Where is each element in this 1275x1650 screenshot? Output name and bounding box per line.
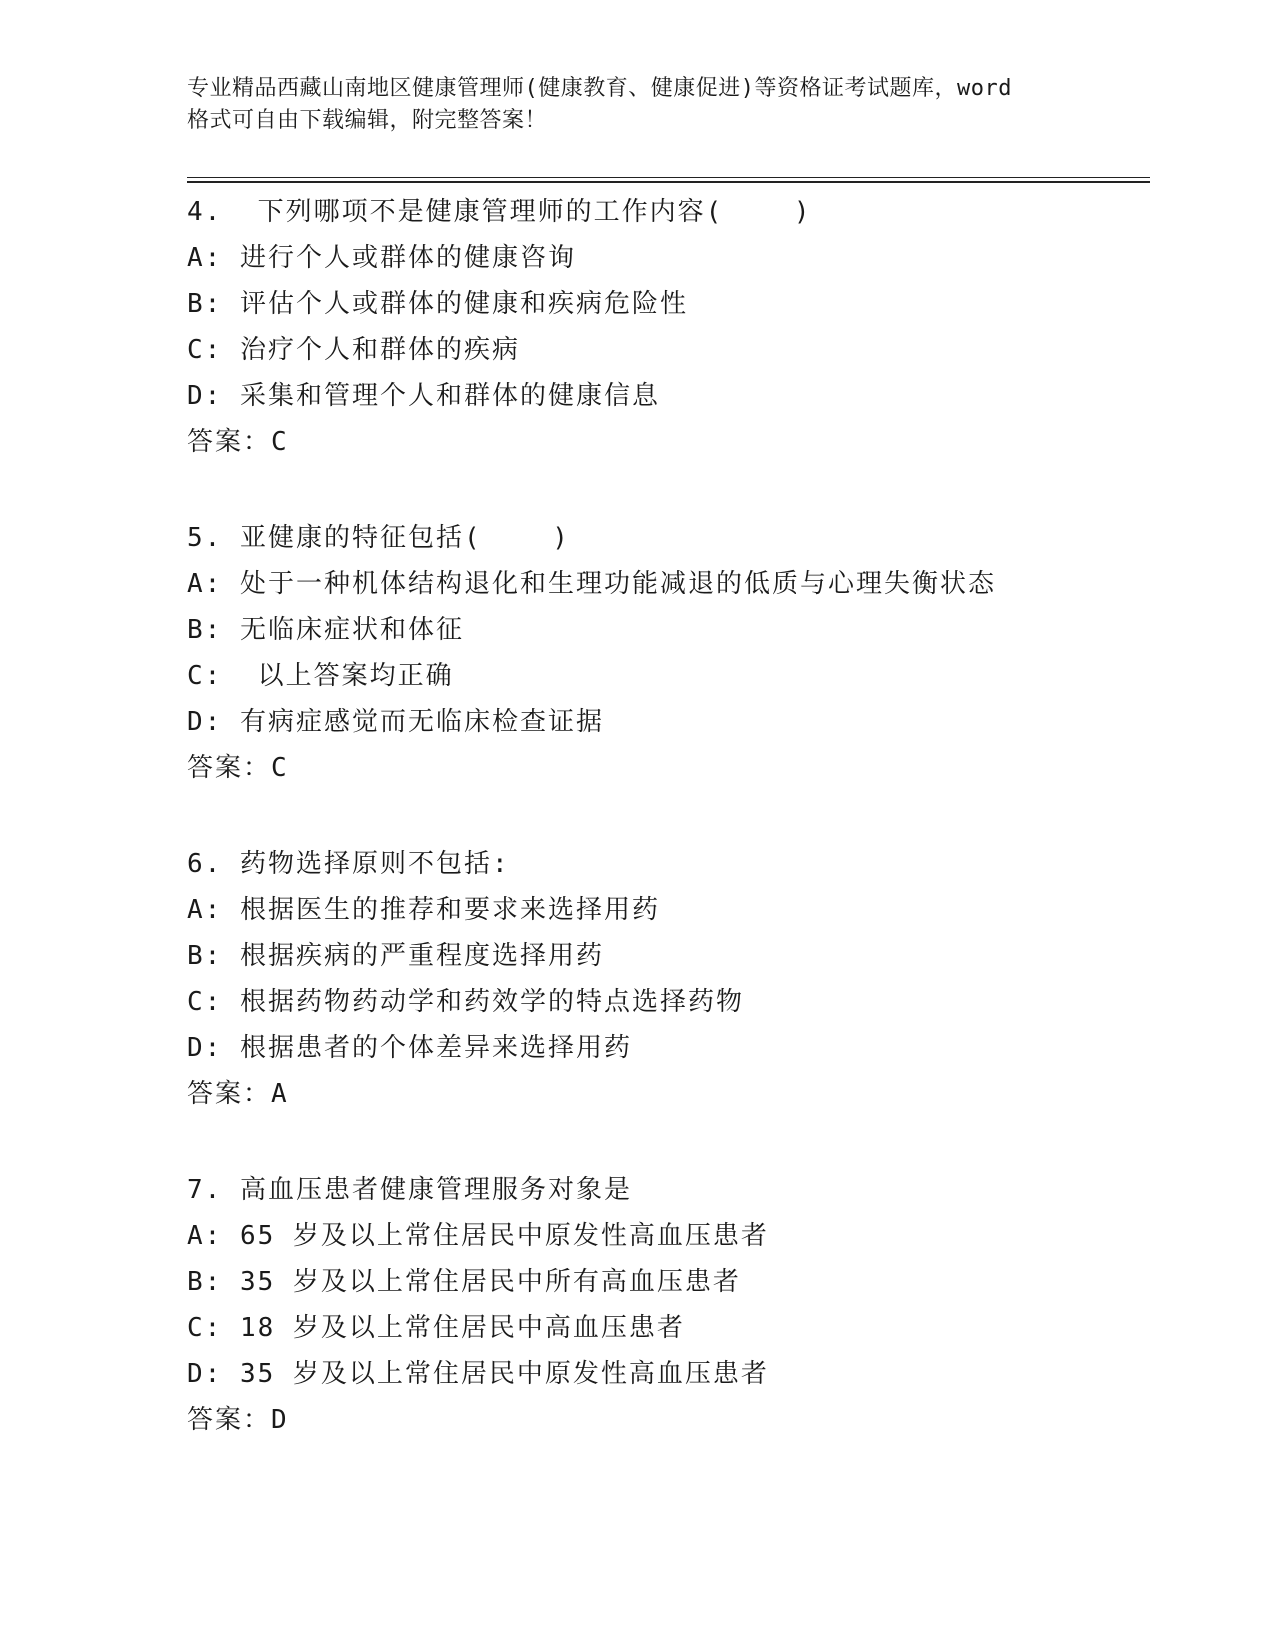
answer-line: 答案：A (187, 1079, 289, 1109)
header-line-2: 格式可自由下载编辑，附完整答案！ (187, 108, 548, 133)
option-c: C: 根据药物药动学和药效学的特点选择药物 (187, 987, 744, 1017)
answer-line: 答案：D (187, 1405, 289, 1435)
question-item (187, 515, 1137, 791)
option-b: B: 35 岁及以上常住居民中所有高血压患者 (187, 1267, 741, 1297)
question-stem: 4. 下列哪项不是健康管理师的工作内容( ) (187, 197, 812, 227)
header-divider-thin (187, 177, 1150, 178)
header-divider-thick (187, 181, 1150, 183)
option-b: B: 评估个人或群体的健康和疾病危险性 (187, 289, 688, 319)
option-c: C: 18 岁及以上常住居民中高血压患者 (187, 1313, 685, 1343)
question-stem: 5. 亚健康的特征包括( ) (187, 523, 570, 553)
answer-line: 答案：C (187, 427, 289, 457)
option-c: C: 以上答案均正确 (187, 661, 454, 691)
option-a: A: 处于一种机体结构退化和生理功能减退的低质与心理失衡状态 (187, 569, 996, 599)
option-b: B: 无临床症状和体征 (187, 615, 464, 645)
option-a: A: 进行个人或群体的健康咨询 (187, 243, 576, 273)
question-item (187, 189, 1137, 465)
question-stem: 6. 药物选择原则不包括: (187, 849, 510, 879)
option-c: C: 治疗个人和群体的疾病 (187, 335, 520, 365)
option-b: B: 根据疾病的严重程度选择用药 (187, 941, 604, 971)
option-d: D: 有病症感觉而无临床检查证据 (187, 707, 604, 737)
document-header (187, 73, 1087, 137)
option-d: D: 采集和管理个人和群体的健康信息 (187, 381, 660, 411)
question-stem: 7. 高血压患者健康管理服务对象是 (187, 1175, 632, 1205)
answer-line: 答案：C (187, 753, 289, 783)
option-d: D: 35 岁及以上常住居民中原发性高血压患者 (187, 1359, 769, 1389)
question-item (187, 1167, 1137, 1443)
option-d: D: 根据患者的个体差异来选择用药 (187, 1033, 632, 1063)
question-item (187, 841, 1137, 1117)
question-list (187, 189, 1137, 1493)
option-a: A: 65 岁及以上常住居民中原发性高血压患者 (187, 1221, 769, 1251)
header-line-1: 专业精品西藏山南地区健康管理师(健康教育、健康促进)等资格证考试题库，word (187, 76, 1012, 101)
option-a: A: 根据医生的推荐和要求来选择用药 (187, 895, 660, 925)
